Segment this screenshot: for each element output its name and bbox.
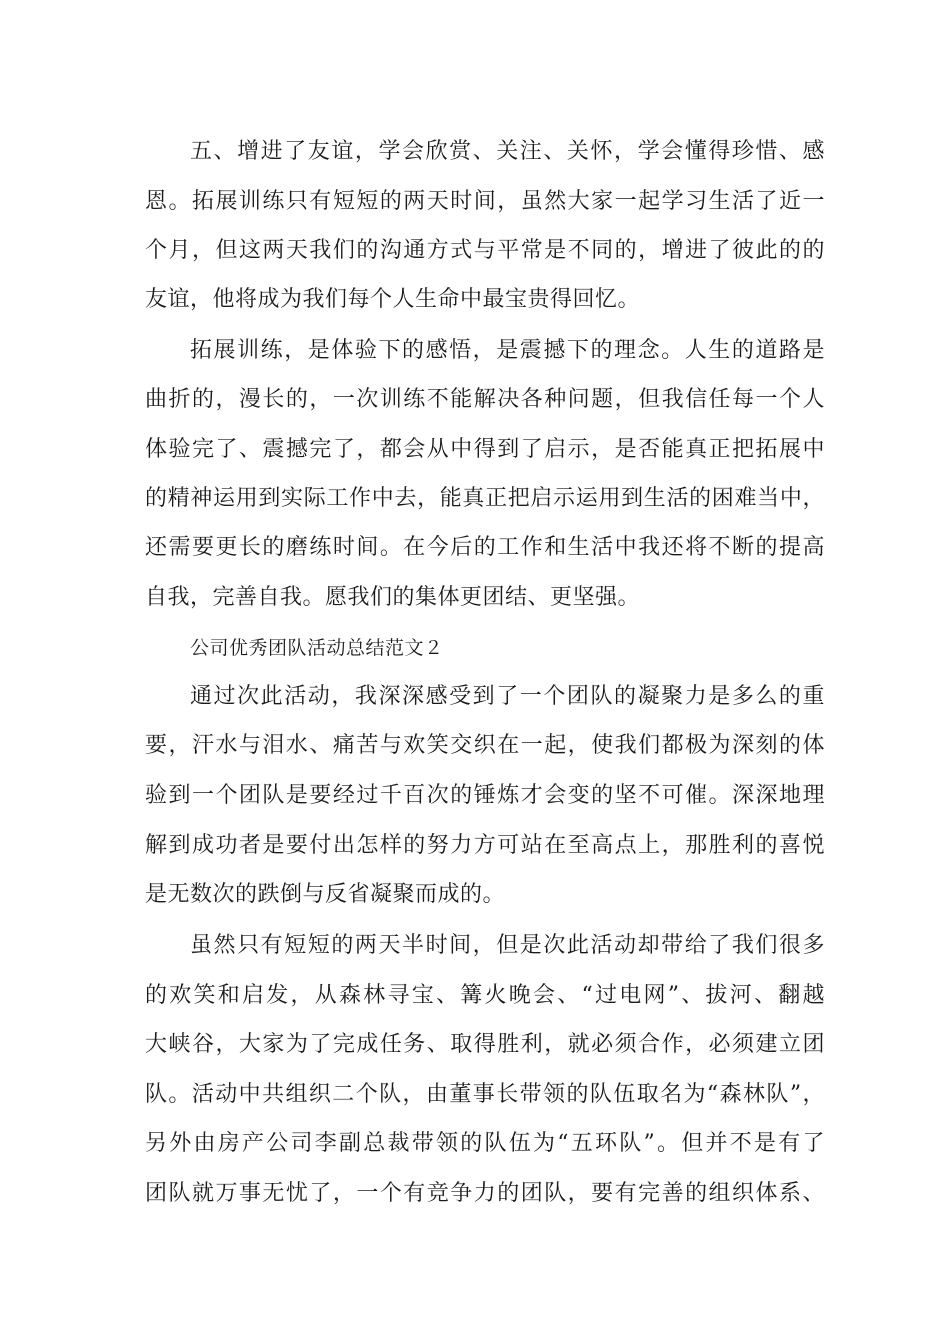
text-line: 的欢笑和启发，从森林寻宝、篝火晚会、“过电网”、拔河、翻越 (145, 983, 825, 1008)
text-line: 友谊，他将成为我们每个人生命中最宝贵得回忆。 (145, 287, 641, 312)
section-heading: 公司优秀团队活动总结范文２ (190, 637, 444, 659)
text-line: 通过次此活动，我深深感受到了一个团队的凝聚力是多么的重 (190, 684, 825, 709)
text-line: 曲折的，漫长的，一次训练不能解决各种问题，但我信任每一个人 (145, 387, 825, 412)
text-line: 大峡谷，大家为了完成任务、取得胜利，就必须合作，必须建立团 (145, 1032, 825, 1057)
text-line: 自我，完善自我。愿我们的集体更团结、更坚强。 (145, 585, 641, 610)
text-line: 还需要更长的磨练时间。在今后的工作和生活中我还将不断的提高 (145, 535, 825, 560)
text-line: 恩。拓展训练只有短短的两天时间，虽然大家一起学习生活了近一 (145, 189, 825, 214)
text-line: 验到一个团队是要经过千百次的锤炼才会变的坚不可催。深深地理 (145, 783, 825, 808)
text-line: 体验完了、震撼完了，都会从中得到了启示，是否能真正把拓展中 (145, 437, 825, 462)
text-line: 拓展训练，是体验下的感悟，是震撼下的理念。人生的道路是 (190, 338, 825, 363)
text-line: 解到成功者是要付出怎样的努力方可站在至高点上，那胜利的喜悦 (145, 833, 825, 858)
text-line: 的精神运用到实际工作中去，能真正把启示运用到生活的困难当中， (145, 486, 825, 511)
text-line: 要，汗水与泪水、痛苦与欢笑交织在一起，使我们都极为深刻的体 (145, 733, 825, 758)
text-line: 团队就万事无忧了，一个有竞争力的团队，要有完善的组织体系、 (145, 1181, 825, 1206)
text-line: 虽然只有短短的两天半时间，但是次此活动却带给了我们很多 (190, 933, 825, 958)
text-line: 个月，但这两天我们的沟通方式与平常是不同的，增进了彼此的的 (145, 238, 825, 263)
text-line: 五、增进了友谊，学会欣赏、关注、关怀，学会懂得珍惜、感 (190, 139, 825, 164)
text-line: 另外由房产公司李副总裁带领的队伍为“五环队”。但并不是有了 (145, 1131, 825, 1156)
text-line: 队。活动中共组织二个队，由董事长带领的队伍取名为“森林队”， (145, 1082, 825, 1107)
text-line: 是无数次的跌倒与反省凝聚而成的。 (145, 882, 506, 907)
